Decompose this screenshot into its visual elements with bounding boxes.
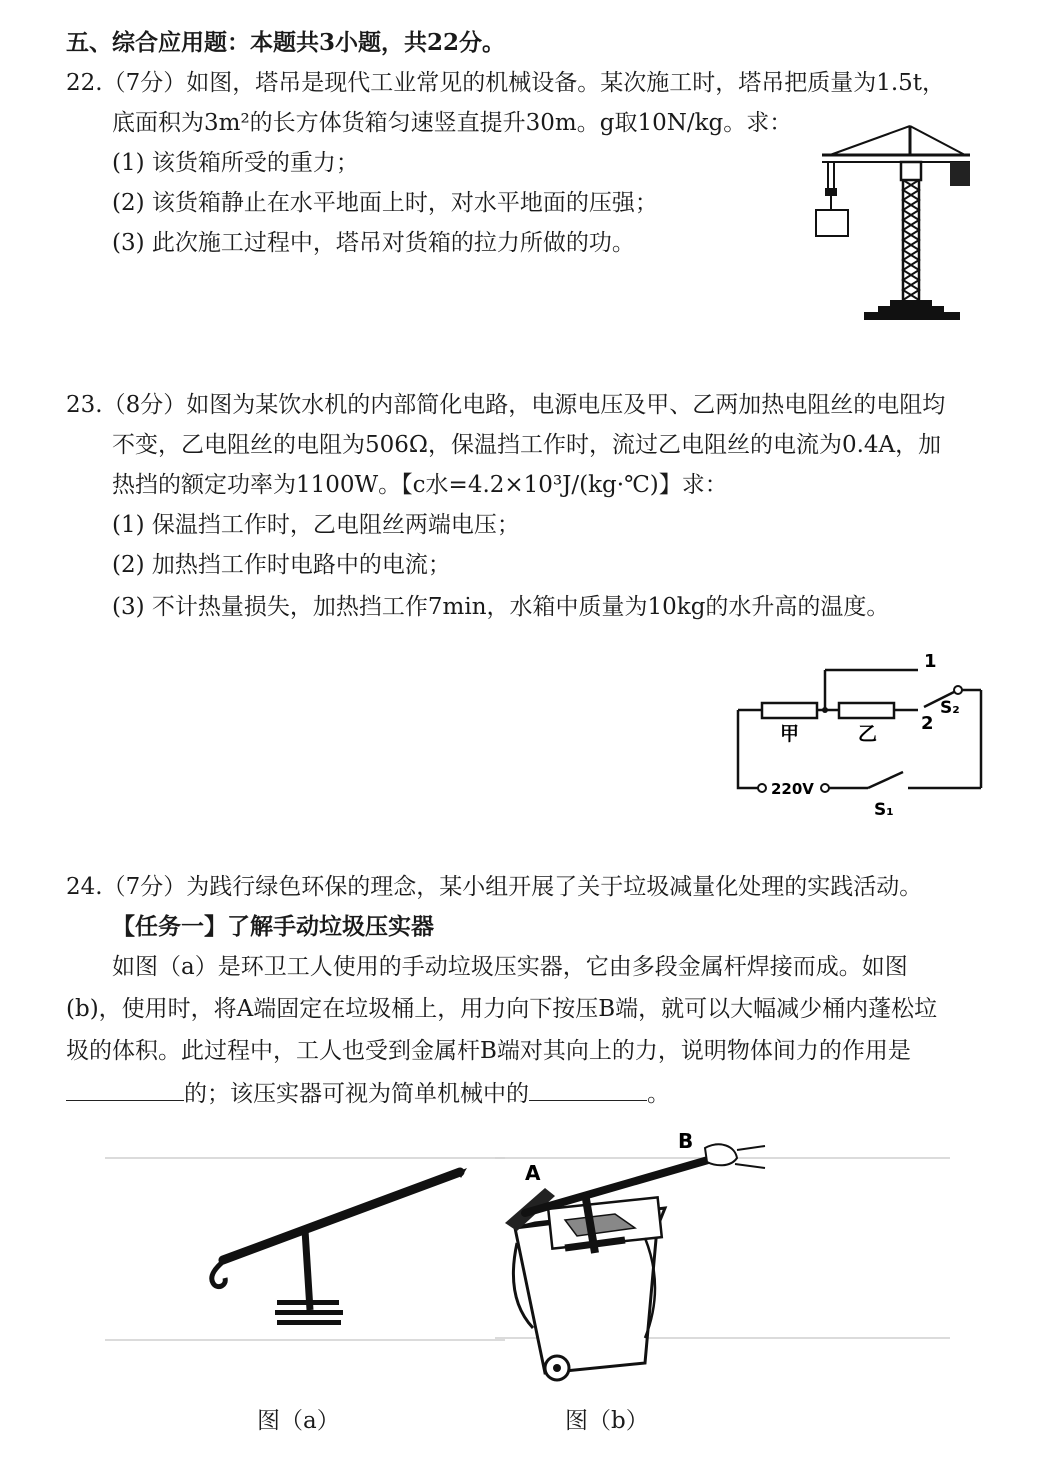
q24-para-4-text: 的；该压实器可视为简单机械中的 xyxy=(184,1081,529,1107)
figure-a-compactor xyxy=(105,1150,505,1350)
q24-para-4-end: 。 xyxy=(647,1081,670,1107)
q24-para-1: 如图（a）是环卫工人使用的手动垃圾压实器，它由多段金属杆焊接而成。如图 xyxy=(112,954,908,980)
q24-para-2: (b)，使用时，将A端固定在垃圾桶上，用力向下按压B端，就可以大幅减少桶内蓬松垃 xyxy=(66,996,938,1022)
q23-line-1: 23.（8分）如图为某饮水机的内部简化电路，电源电压及甲、乙两加热电阻丝的电阻均 xyxy=(66,392,946,418)
q23-item-3: (3) 不计热量损失，加热挡工作7min，水箱中质量为10kg的水升高的温度。 xyxy=(112,594,890,620)
figure-a-caption: 图（a） xyxy=(257,1408,340,1434)
figure-b-caption: 图（b） xyxy=(565,1408,649,1434)
resistor-yi-label: 乙 xyxy=(858,723,878,745)
q23-item-1: (1) 保温挡工作时，乙电阻丝两端电压； xyxy=(112,512,520,538)
terminal-1-label: 1 xyxy=(924,651,937,672)
q22-item-3: (3) 此次施工过程中，塔吊对货箱的拉力所做的功。 xyxy=(112,230,635,256)
circuit-diagram xyxy=(728,645,998,825)
q24-para-4 xyxy=(66,1078,670,1109)
tower-crane-figure xyxy=(810,120,980,325)
switch-s2-label: S₂ xyxy=(940,698,960,718)
q24-line-1: 24.（7分）为践行绿色环保的理念，某小组开展了关于垃圾减量化处理的实践活动。 xyxy=(66,874,923,900)
switch-s1-label: S₁ xyxy=(874,800,894,820)
answer-blank-2[interactable] xyxy=(529,1078,647,1101)
q22-item-2: (2) 该货箱静止在水平地面上时，对水平地面的压强； xyxy=(112,190,658,216)
figure-b-trash-bin xyxy=(495,1128,950,1390)
voltage-label: 220V xyxy=(771,780,814,798)
terminal-2-label: 2 xyxy=(921,713,934,734)
q24-task-heading: 【任务一】了解手动垃圾压实器 xyxy=(112,913,434,940)
q22-line-1: 22.（7分）如图，塔吊是现代工业常见的机械设备。某次施工时，塔吊把质量为1.5t， xyxy=(66,70,946,96)
label-b: B xyxy=(678,1129,694,1153)
q23-item-2: (2) 加热挡工作时电路中的电流； xyxy=(112,552,451,578)
resistor-jia-label: 甲 xyxy=(780,723,800,745)
q23-line-3: 热挡的额定功率为1100W。【c水=4.2×10³J/(kg·℃)】求： xyxy=(112,472,728,498)
answer-blank-1[interactable] xyxy=(66,1078,184,1101)
q24-para-3: 圾的体积。此过程中，工人也受到金属杆B端对其向上的力，说明物体间力的作用是 xyxy=(66,1038,911,1064)
label-a: A xyxy=(525,1161,541,1185)
q22-line-2: 底面积为3m²的长方体货箱匀速竖直提升30m。g取10N/kg。求： xyxy=(112,110,793,136)
q22-item-1: (1) 该货箱所受的重力； xyxy=(112,150,359,176)
section-heading: 五、综合应用题：本题共3小题，共22分。 xyxy=(66,29,506,56)
q23-line-2: 不变，乙电阻丝的电阻为506Ω，保温挡工作时，流过乙电阻丝的电流为0.4A，加 xyxy=(112,432,942,458)
